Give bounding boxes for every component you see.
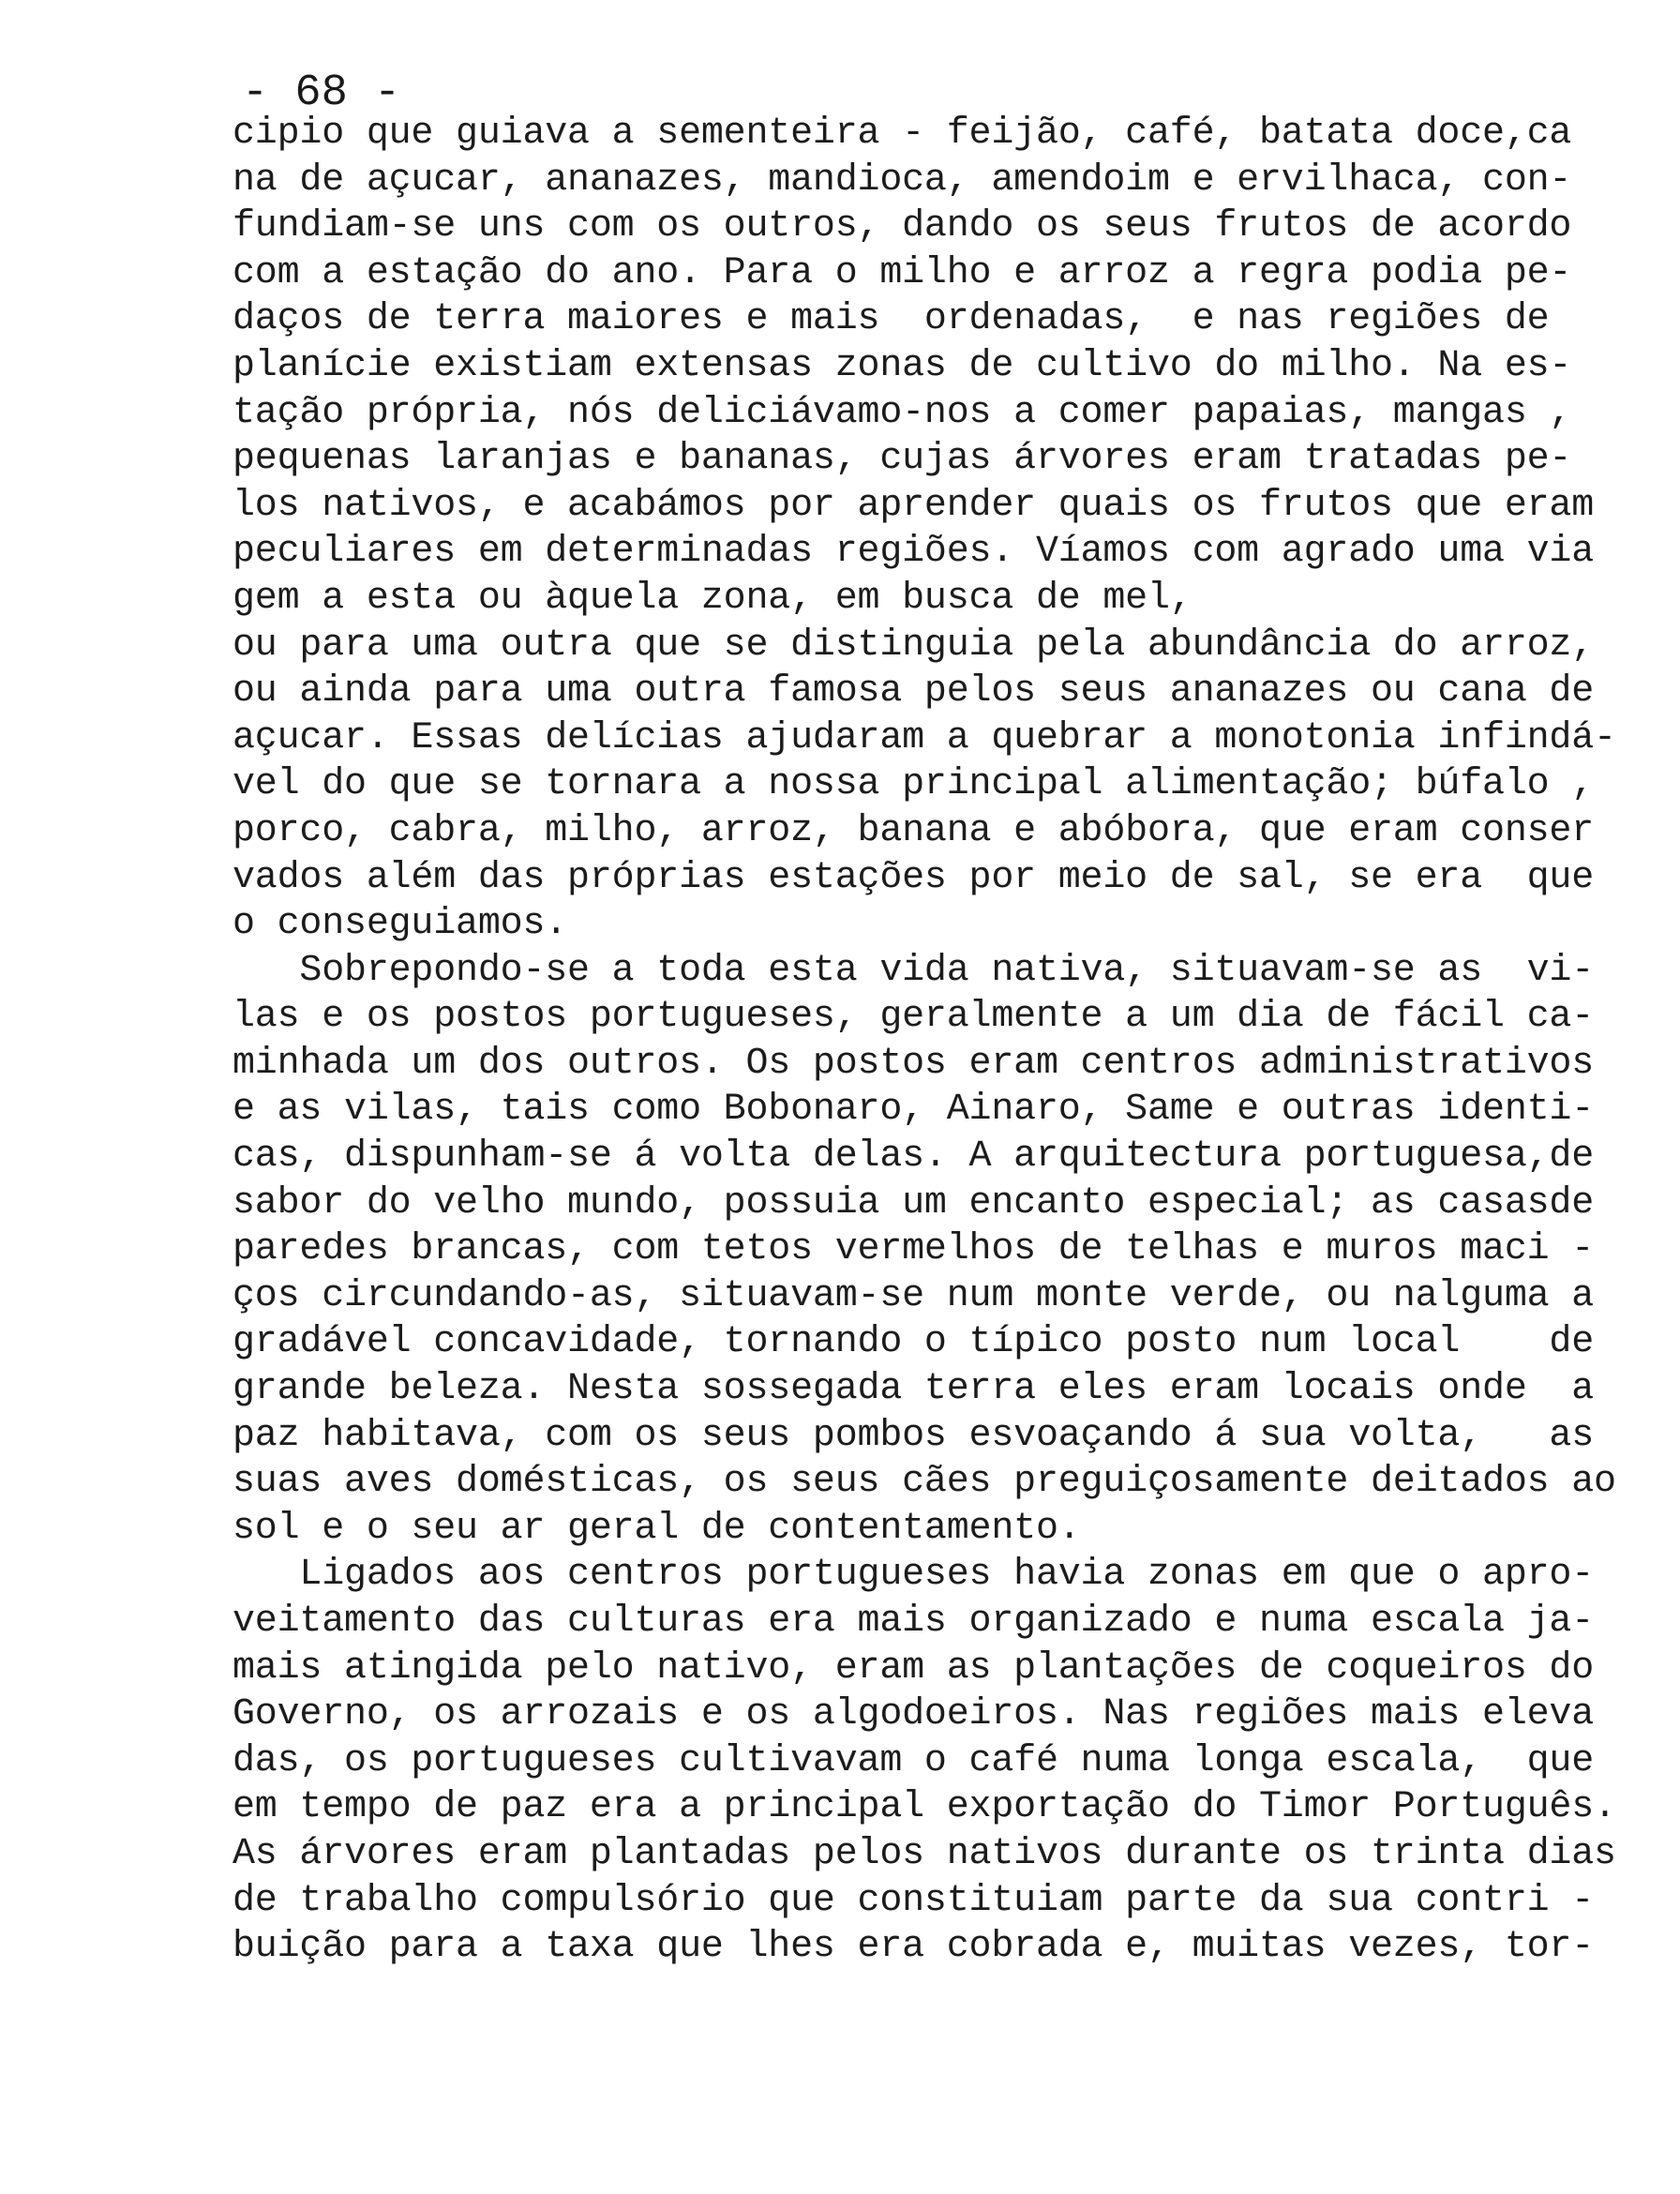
text-line: paz habitava, com os seus pombos esvoaçando á sua volta, as xyxy=(232,1414,1595,1457)
text-line: Sobrepondo-se a toda esta vida nativa, situavam-se as vi- xyxy=(232,949,1595,992)
text-line: vados além das próprias estações por meio de sal, se era que xyxy=(232,856,1595,899)
text-line: Governo, os arrozais e os algodoeiros. Nas regiões mais eleva xyxy=(232,1693,1595,1736)
text-line: vel do que se tornara a nossa principal alimentação; búfalo , xyxy=(232,763,1595,806)
text-line: daços de terra maiores e mais ordenadas, e nas regiões de xyxy=(232,298,1550,341)
text-line: cipio que guiava a sementeira - feijão, café, batata doce,ca xyxy=(232,113,1572,155)
text-line: ou ainda para uma outra famosa pelos seus ananazes ou cana de xyxy=(232,670,1595,714)
text-line: mais atingida pelo nativo, eram as plantações de coqueiros do xyxy=(232,1646,1595,1690)
text-line: na de açucar, ananazes, mandioca, amendoim e ervilhaca, con- xyxy=(232,158,1572,202)
text-line: pequenas laranjas e bananas, cujas árvores eram tratadas pe- xyxy=(232,438,1572,481)
text-line: gradável concavidade, tornando o típico posto num local de xyxy=(232,1321,1595,1364)
text-line: paredes brancas, com tetos vermelhos de telhas e muros maci - xyxy=(232,1228,1595,1271)
text-line: o conseguiamos. xyxy=(232,903,568,946)
text-line: veitamento das culturas era mais organizado e numa escala ja- xyxy=(232,1600,1595,1643)
text-line: porco, cabra, milho, arroz, banana e abóbora, que eram conser xyxy=(232,809,1595,852)
text-line: Ligados aos centros portugueses havia zonas em que o apro- xyxy=(232,1554,1595,1597)
text-line: gem a esta ou àquela zona, em busca de mel, xyxy=(232,577,1192,620)
text-line: As árvores eram plantadas pelos nativos durante os trinta dias xyxy=(232,1832,1616,1875)
text-line: com a estação do ano. Para o milho e arroz a regra podia pe- xyxy=(232,251,1572,294)
text-line: das, os portugueses cultivavam o café numa longa escala, que xyxy=(232,1739,1595,1782)
text-line: fundiam-se uns com os outros, dando os seus frutos de acordo xyxy=(232,205,1572,248)
body-text xyxy=(232,111,1658,1971)
text-line: sabor do velho mundo, possuia um encanto especial; as casasde xyxy=(232,1181,1595,1225)
text-line: buição para a taxa que lhes era cobrada e, muitas vezes, tor- xyxy=(232,1926,1595,1969)
page-number: - 68 - xyxy=(242,68,401,118)
text-line: ou para uma outra que se distinguia pela abundância do arroz, xyxy=(232,624,1595,667)
text-line: minhada um dos outros. Os postos eram centros administrativos xyxy=(232,1042,1595,1085)
text-line: los nativos, e acabámos por aprender quais os frutos que eram xyxy=(232,484,1595,527)
text-line: e as vilas, tais como Bobonaro, Ainaro, Same e outras identi- xyxy=(232,1089,1595,1132)
text-line: açucar. Essas delícias ajudaram a quebrar a monotonia infindá- xyxy=(232,716,1616,759)
text-line: las e os postos portugueses, geralmente a um dia de fácil ca- xyxy=(232,996,1595,1039)
text-line: suas aves domésticas, os seus cães preguiçosamente deitados ao xyxy=(232,1461,1616,1504)
text-line: sol e o seu ar geral de contentamento. xyxy=(232,1507,1081,1550)
text-line: planície existiam extensas zonas de cultivo do milho. Na es- xyxy=(232,344,1572,387)
text-line: em tempo de paz era a principal exportação do Timor Português. xyxy=(232,1786,1616,1829)
text-line: tação própria, nós deliciávamo-nos a comer papaias, mangas , xyxy=(232,391,1572,434)
text-line: ços circundando-as, situavam-se num monte verde, ou nalguma a xyxy=(232,1274,1595,1317)
text-line: grande beleza. Nesta sossegada terra eles eram locais onde a xyxy=(232,1368,1595,1411)
text-line: peculiares em determinadas regiões. Víamos com agrado uma via xyxy=(232,531,1595,574)
text-line: cas, dispunham-se á volta delas. A arquitectura portuguesa,de xyxy=(232,1135,1595,1179)
text-line: de trabalho compulsório que constituiam parte da sua contri - xyxy=(232,1879,1595,1922)
